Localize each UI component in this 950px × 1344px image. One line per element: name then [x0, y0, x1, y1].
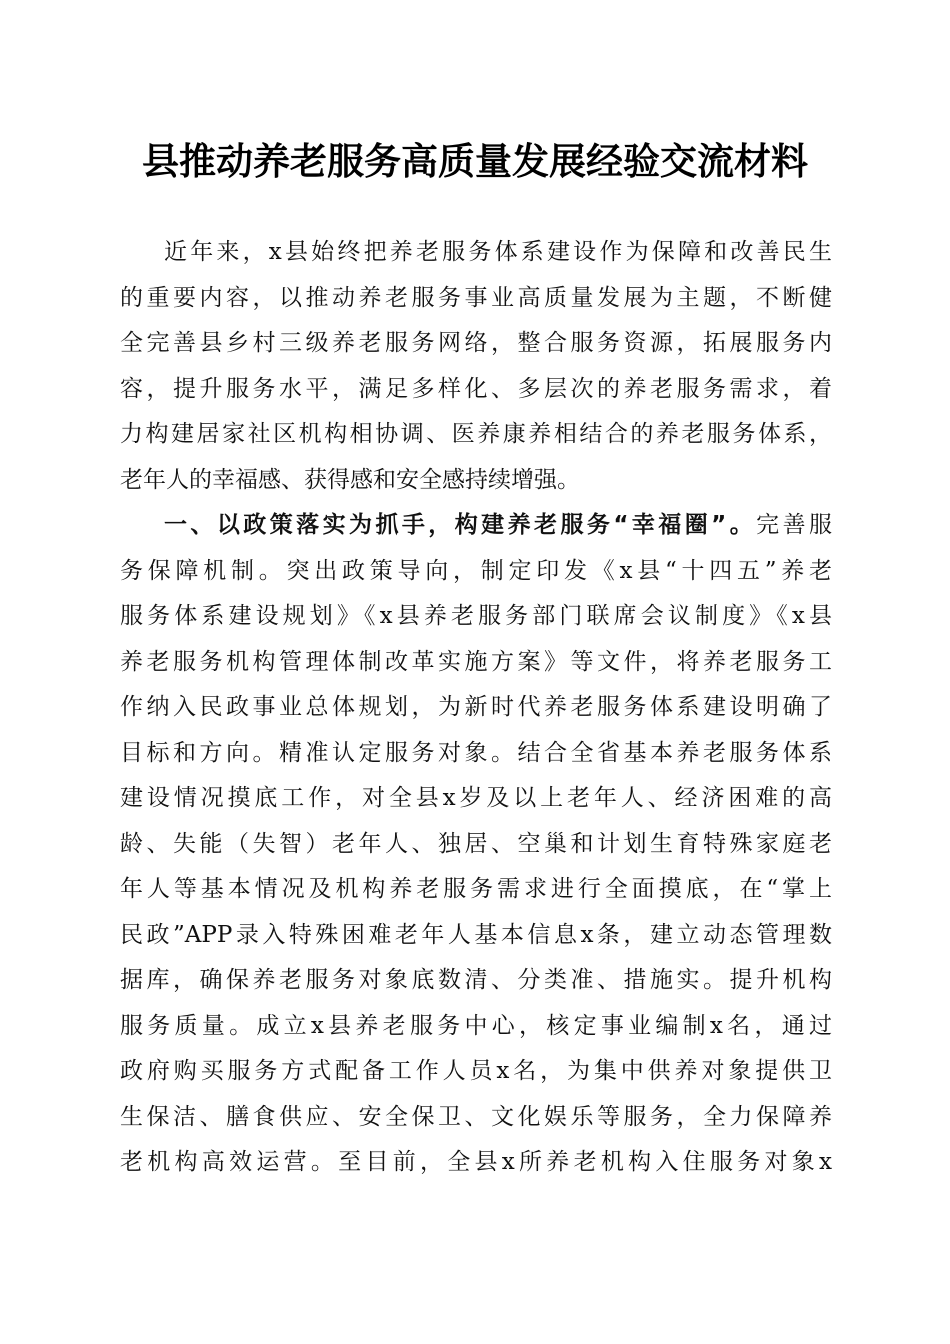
paragraph-line: 龄、失能（失智）老年人、独居、空巢和计划生育特殊家庭老 — [120, 830, 832, 857]
section-first-line — [120, 503, 832, 549]
paragraph-line: 服务质量。成立x县养老服务中心，核定事业编制x名，通过 — [120, 1012, 832, 1039]
paragraph-line: 据库，确保养老服务对象底数清、分类准、措施实。提升机构 — [120, 967, 832, 993]
paragraph-line: 养老服务机构管理体制改革实施方案》等文件，将养老服务工 — [120, 648, 832, 675]
paragraph-line: 目标和方向。精准认定服务对象。结合全省基本养老服务体系 — [120, 739, 832, 766]
paragraph-line: 全完善县乡村三级养老服务网络，整合服务资源，拓展服务内 — [120, 330, 832, 356]
paragraph-line: 老年人的幸福感、获得感和安全感持续增强。 — [120, 466, 580, 493]
paragraph-line: 政府购买服务方式配备工作人员x名，为集中供养对象提供卫 — [120, 1058, 832, 1084]
paragraph-line: 老机构高效运营。至目前，全县x所养老机构入住服务对象x — [120, 1149, 832, 1175]
section-heading: 一、以政策落实为抓手，构建养老服务“幸福圈”。 — [164, 512, 757, 538]
paragraph-line: 年人等基本情况及机构养老服务需求进行全面摸底，在“掌上 — [120, 876, 832, 902]
document-body — [120, 230, 832, 1186]
paragraph-line: 民政”APP录入特殊困难老年人基本信息x条，建立动态管理数 — [120, 921, 832, 948]
section-first-line-rest: 完善服 — [756, 512, 833, 538]
paragraph-line: 务保障机制。突出政策导向，制定印发《x县“十四五”养老 — [120, 557, 832, 584]
paragraph-line: 作纳入民政事业总体规划，为新时代养老服务体系建设明确了 — [120, 694, 832, 720]
paragraph-line: 的重要内容，以推动养老服务事业高质量发展为主题，不断健 — [120, 284, 832, 311]
paragraph-line: 服务体系建设规划》《x县养老服务部门联席会议制度》《x县 — [120, 603, 832, 629]
paragraph-line: 建设情况摸底工作，对全县x岁及以上老年人、经济困难的高 — [120, 785, 832, 811]
document-title: 县推动养老服务高质量发展经验交流材料 — [142, 139, 808, 183]
paragraph-line: 近年来，x县始终把养老服务体系建设作为保障和改善民生 — [164, 239, 832, 265]
paragraph-line: 容，提升服务水平，满足多样化、多层次的养老服务需求，着 — [120, 375, 832, 402]
paragraph-line: 生保洁、膳食供应、安全保卫、文化娱乐等服务，全力保障养 — [120, 1103, 832, 1130]
paragraph-line: 力构建居家社区机构相协调、医养康养相结合的养老服务体系， — [120, 421, 832, 447]
